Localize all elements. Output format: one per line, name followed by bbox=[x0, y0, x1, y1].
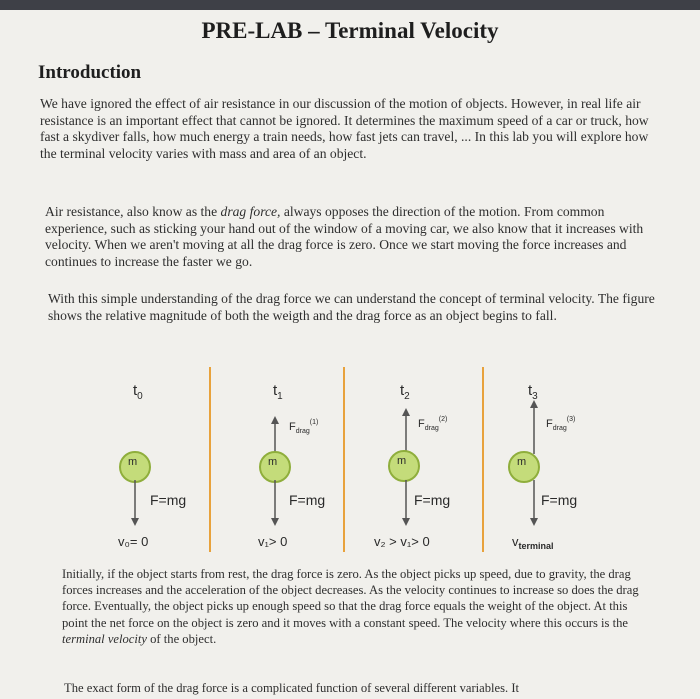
mass-label: m bbox=[517, 456, 527, 468]
paragraph-explanation bbox=[62, 566, 652, 647]
mass-label: m bbox=[128, 456, 138, 468]
drag-label: $F_{drag}^{(2)}$ bbox=[418, 416, 448, 432]
time-label-t1: $t_1$ bbox=[273, 382, 283, 402]
paragraph-terminal-concept: With this simple understanding of the drag force we can understand the concept of terminal velocity. The figure shows the relative magnitude of both the weigth and the drag force as an object begins to fall. bbox=[48, 291, 655, 323]
time-label-t2: $t_2$ bbox=[400, 382, 410, 402]
paragraph-explanation-a: Initially, if the object starts from rest, the drag force is zero. As the object picks up speed, due to gravity, the drag forces increases and the acceleration of the object decreases. As the velocity continues to increase so does the drag force. Eventually, the object picks up enough speed so that the drag force equals the weight of the object. At this point the net force on the object is zero and it moves with a constant speed. The velocity where this occurs is the bbox=[62, 567, 639, 630]
mass-label: m bbox=[268, 456, 278, 468]
figure-panel-t0 bbox=[118, 382, 186, 549]
terminal-velocity-term: terminal velocity bbox=[62, 631, 147, 646]
figure-panel-t3 bbox=[509, 382, 577, 551]
paragraph-drag-text-b: always opposes the direction of the motion. From common experience, such as sticking your hand out of the window of a moving car, we also know that it increases with velocity. When we aren't moving at all the drag force is zero. Once we start moving the force increases and continues to increase the faster we go. bbox=[45, 204, 644, 269]
mass-label: m bbox=[397, 455, 407, 467]
weight-label: F=mg bbox=[289, 492, 326, 508]
velocity-label-t0: v₀= 0 bbox=[118, 534, 149, 549]
paragraph-drag-force bbox=[45, 204, 655, 270]
drag-label: $F_{drag}^{(3)}$ bbox=[546, 416, 576, 432]
weight-label: F=mg bbox=[541, 492, 578, 508]
velocity-label-t2: v₂ > v₁> 0 bbox=[374, 534, 430, 549]
time-label-t0: $t_0$ bbox=[133, 382, 143, 402]
velocity-label-t1: v₁> 0 bbox=[258, 534, 288, 549]
weight-label: F=mg bbox=[150, 492, 187, 508]
drag-label: $F_{drag}^{(1)}$ bbox=[289, 419, 319, 435]
document-page bbox=[0, 10, 700, 699]
drag-force-term: drag force, bbox=[220, 204, 281, 219]
figure-panel-t2 bbox=[374, 382, 450, 549]
section-heading: Introduction bbox=[38, 62, 142, 83]
paragraph-drag-text-a: Air resistance, also know as the bbox=[45, 204, 221, 219]
weight-label: F=mg bbox=[414, 492, 451, 508]
velocity-label-t3: $v_{terminal}$ bbox=[512, 534, 554, 551]
paragraph-explanation-b: of the object. bbox=[146, 631, 217, 646]
time-label-t3: $t_3$ bbox=[528, 382, 538, 402]
terminal-velocity-figure bbox=[0, 362, 700, 562]
paragraph-drag-form: The exact form of the drag force is a complicated function of several different variables. It bbox=[64, 681, 520, 695]
figure-panel-t1 bbox=[258, 382, 325, 549]
page-title: PRE-LAB – Terminal Velocity bbox=[201, 18, 499, 43]
paragraph-intro: We have ignored the effect of air resistance in our discussion of the motion of objects. However, in real life air resistance is an important effect that cannot be ignored. It determines the maximum speed of a car or truck, how fast a skydiver falls, how much energy a train needs, how fast jets can travel, ... In this lab you will explore how the terminal velocity varies with mass and area of an object. bbox=[40, 96, 649, 161]
